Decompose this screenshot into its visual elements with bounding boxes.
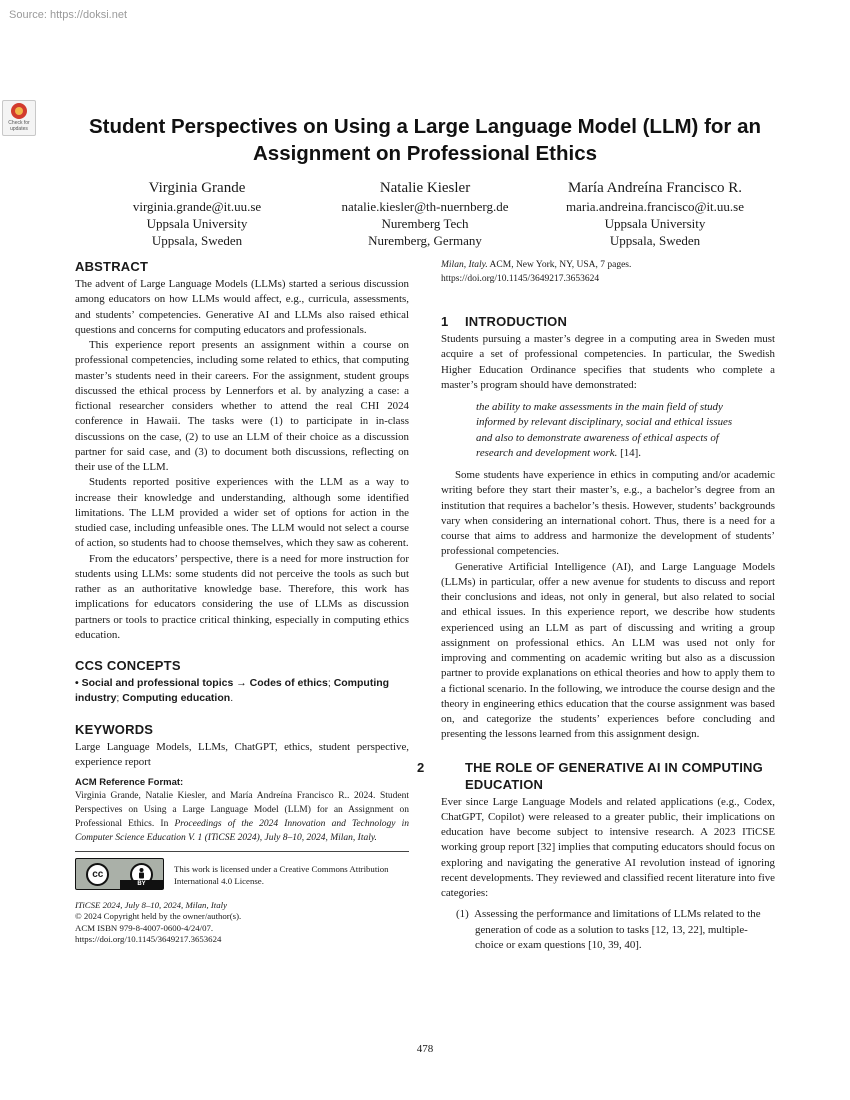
intro-paragraph: Generative Artificial Intelligence (AI), and Large Language Models (LLMs) in particular, offer a new avenue for students to discuss and report their conclusions and ideas, not only in general, but also related to social and ethical issues. In this experience report, we describe how students experienced using an LLM as part of discussing and writing a group assignment on professional ethics. An LLM was used not only for improving and commenting on academic writing but also as a discussion partner to provide explanations on ethical theories and how to apply them to a fictional scenario. In the following, we introduce the course design and the theory in engineering ethics education that the course assignment was based on, and categorize the students’ experiences before concluding and presenting the lessons learned from this assignment design. <box>441 560 775 741</box>
section-title: THE ROLE OF GENERATIVE AI IN COMPUTING EDUCATION <box>465 759 763 792</box>
author-name: Virginia Grande <box>148 180 246 196</box>
ccs-term: Computing industry <box>75 677 390 705</box>
list-item-text: Assessing the performance and limitations of LLMs related to the generation of code as a solution to tasks [12, 13, 22], multiple-choice or exam questions [10, 39, 40]. <box>474 908 761 951</box>
ccs-separator: ; <box>327 677 331 689</box>
ccs-term: Social and professional topics <box>81 677 234 689</box>
creative-commons-logo[interactable] <box>75 858 164 890</box>
update-icon <box>11 103 27 119</box>
cc-icon: cc <box>86 863 109 886</box>
venue-line: ITiCSE 2024, July 8–10, 2024, Milan, Italy <box>75 900 227 910</box>
acm-reference-proceedings: Proceedings of the 2024 Innovation and Technology in Computer Science Education V. 1 (ITiCSE 2024), July 8–10, 2024, Milan, Italy. <box>75 819 409 843</box>
abstract-paragraph: The advent of Large Language Models (LLMs) started a serious discussion among educators on how LLMs would affect, e.g., curricula, assessments, and students’ competencies. Generative AI and LLMs also raised ethical questions and concerns for computing educators and professionals. <box>75 278 409 336</box>
ccs-separator: ; <box>116 692 120 705</box>
author-affiliation: Uppsala University <box>604 216 706 231</box>
category-list <box>441 907 775 953</box>
ccs-heading: CCS CONCEPTS <box>75 658 181 673</box>
author-block <box>540 178 770 249</box>
author-block <box>82 178 312 249</box>
author-email[interactable]: virginia.grande@it.uu.se <box>132 199 262 214</box>
abstract-paragraph: This experience report presents an assignment within a course on professional competencies, including some related to ethics, that computing master’s students need in their careers. For the assignment, student groups discussed the ethical process by Lennerfors et al. by analyzing a case: a fictional researcher considers whether to attend the real CHI 2024 conference in Hawaii. The tasks were (1) to participate in in-class discussions on the case, (2) to use an LLM of their choice as a discussion partner for said case, and (3) to document both discussions, reflecting on their use of the LLM. <box>75 339 409 473</box>
ccs-bullet: • <box>75 677 79 689</box>
license-text: This work is licensed under a Creative Commons Attribution International 4.0 License. <box>174 864 389 886</box>
check-for-updates-badge[interactable] <box>2 100 36 136</box>
ccs-term: Codes of ethics <box>249 677 328 689</box>
by-label: BY <box>120 880 163 889</box>
keywords-text: Large Language Models, LLMs, ChatGPT, ethics, student perspective, experience report <box>75 740 409 768</box>
list-marker: (1) <box>456 908 469 921</box>
source-note: Source: https://doksi.net <box>9 9 128 21</box>
author-block <box>310 178 540 249</box>
author-location: Uppsala, Sweden <box>151 233 243 248</box>
section-number: 2 <box>417 759 425 775</box>
right-column <box>417 258 775 953</box>
author-location: Uppsala, Sweden <box>609 233 701 248</box>
acm-reference-text <box>75 789 409 845</box>
author-name: María Andreína Francisco R. <box>567 180 743 196</box>
acm-reference-continued <box>441 258 775 286</box>
abstract-paragraph: From the educators’ perspective, there is a need for more instruction for students using LLMs: some students did not perceive the tools as such but rather as an authoritative knowledge base. Therefore, this work has implications for educators considering the use of LLMs as discussion partners or tools to practice critical thinking, especially in computing ethics education. <box>75 552 409 641</box>
isbn-line: ACM ISBN 979-8-4007-0600-4/24/07. <box>75 922 214 933</box>
paper-title: Student Perspectives on Using a Large Language Model (LLM) for an Assignment on Professional Ethics <box>88 115 762 165</box>
section-heading-generative-ai <box>417 759 775 793</box>
acm-reference-heading: ACM Reference Format: <box>75 777 184 788</box>
keywords-heading: KEYWORDS <box>75 721 154 737</box>
author-name: Natalie Kiesler <box>379 180 471 196</box>
section2-paragraph: Ever since Large Language Models and related applications (e.g., Codex, ChatGPT, Copilot) were released to a greater public, their implications on education have become subject to intensive research. A 2023 ITiCSE working group report [32] implies that computing educators should focus on exploring and navigating the generative AI revolution instead of ignoring recent developments. They reviewed and classified recent literature into five categories: <box>441 795 775 899</box>
ccs-end: . <box>230 692 234 705</box>
page-number: 478 <box>416 1043 434 1055</box>
quote-citation: [14]. <box>617 446 641 459</box>
doi-link[interactable]: https://doi.org/10.1145/3649217.3653624 <box>75 934 222 945</box>
abstract-heading: ABSTRACT <box>75 259 149 274</box>
author-affiliation: Uppsala University <box>146 216 248 231</box>
ordinance-quote <box>476 400 739 461</box>
list-item <box>441 907 775 953</box>
badge-label: Check for updates <box>8 120 30 132</box>
section-number: 1 <box>441 314 449 329</box>
quote-text: the ability to make assessments in the main field of study informed by relevant disciplinary, social and ethical issues and also to demonstrate awareness of ethical aspects of research and development work. <box>476 401 733 459</box>
divider <box>75 851 409 852</box>
author-location: Nuremberg, Germany <box>368 233 482 248</box>
author-affiliation: Nuremberg Tech <box>381 216 469 231</box>
section-heading-introduction <box>441 313 775 330</box>
intro-paragraph: Some students have experience in ethics in computing and/or academic writing before they start their master’s, e.g., a bachelor’s degree from an institution that requires a bachelor’s thesis. However, students’ backgrounds vary when considering an international cohort. Thus, there is a need for a course that aims to address and harmonize the development of students’ professional competencies. <box>441 469 775 558</box>
section-title: INTRODUCTION <box>465 314 568 329</box>
copyright-line: © 2024 Copyright held by the owner/author(s). <box>75 911 242 922</box>
intro-paragraph: Students pursuing a master’s degree in a computing area in Sweden must acquire a set of professional competencies. In particular, the Swedish Higher Education Ordinance specifies that students who complete a master’s program should have demonstrated: <box>441 333 775 391</box>
copyright-block <box>75 900 409 946</box>
left-column <box>75 258 409 946</box>
license-block <box>75 858 409 890</box>
arrow-icon: → <box>236 677 247 689</box>
acm-reference-plain: Virginia Grande, Natalie Kiesler, and María Andreína Francisco R.. 2024. Student Perspectives on Using a Large Language Model (LLM) for an Assignment on Professional Ethics. In <box>75 791 409 829</box>
acm-reference-continued-italic: Milan, Italy. <box>441 260 488 270</box>
author-email[interactable]: natalie.kiesler@th-nuernberg.de <box>341 199 509 214</box>
ccs-concepts <box>75 676 409 707</box>
ccs-term: Computing education <box>122 692 231 705</box>
abstract-paragraph: Students reported positive experiences with the LLM as a way to increase their knowledge and understanding, although some identified limitations. The LLM provided a wider set of options for action in the studied case, including unfeasible ones. The LLM would not select a course of action, so students had to choose themselves, which they saw as coherent. <box>75 476 409 550</box>
acm-reference-tail: ACM, New York, NY, USA, 7 pages. https://doi.org/10.1145/3649217.3653624 <box>441 260 632 284</box>
author-email[interactable]: maria.andreina.francisco@it.uu.se <box>565 199 744 214</box>
